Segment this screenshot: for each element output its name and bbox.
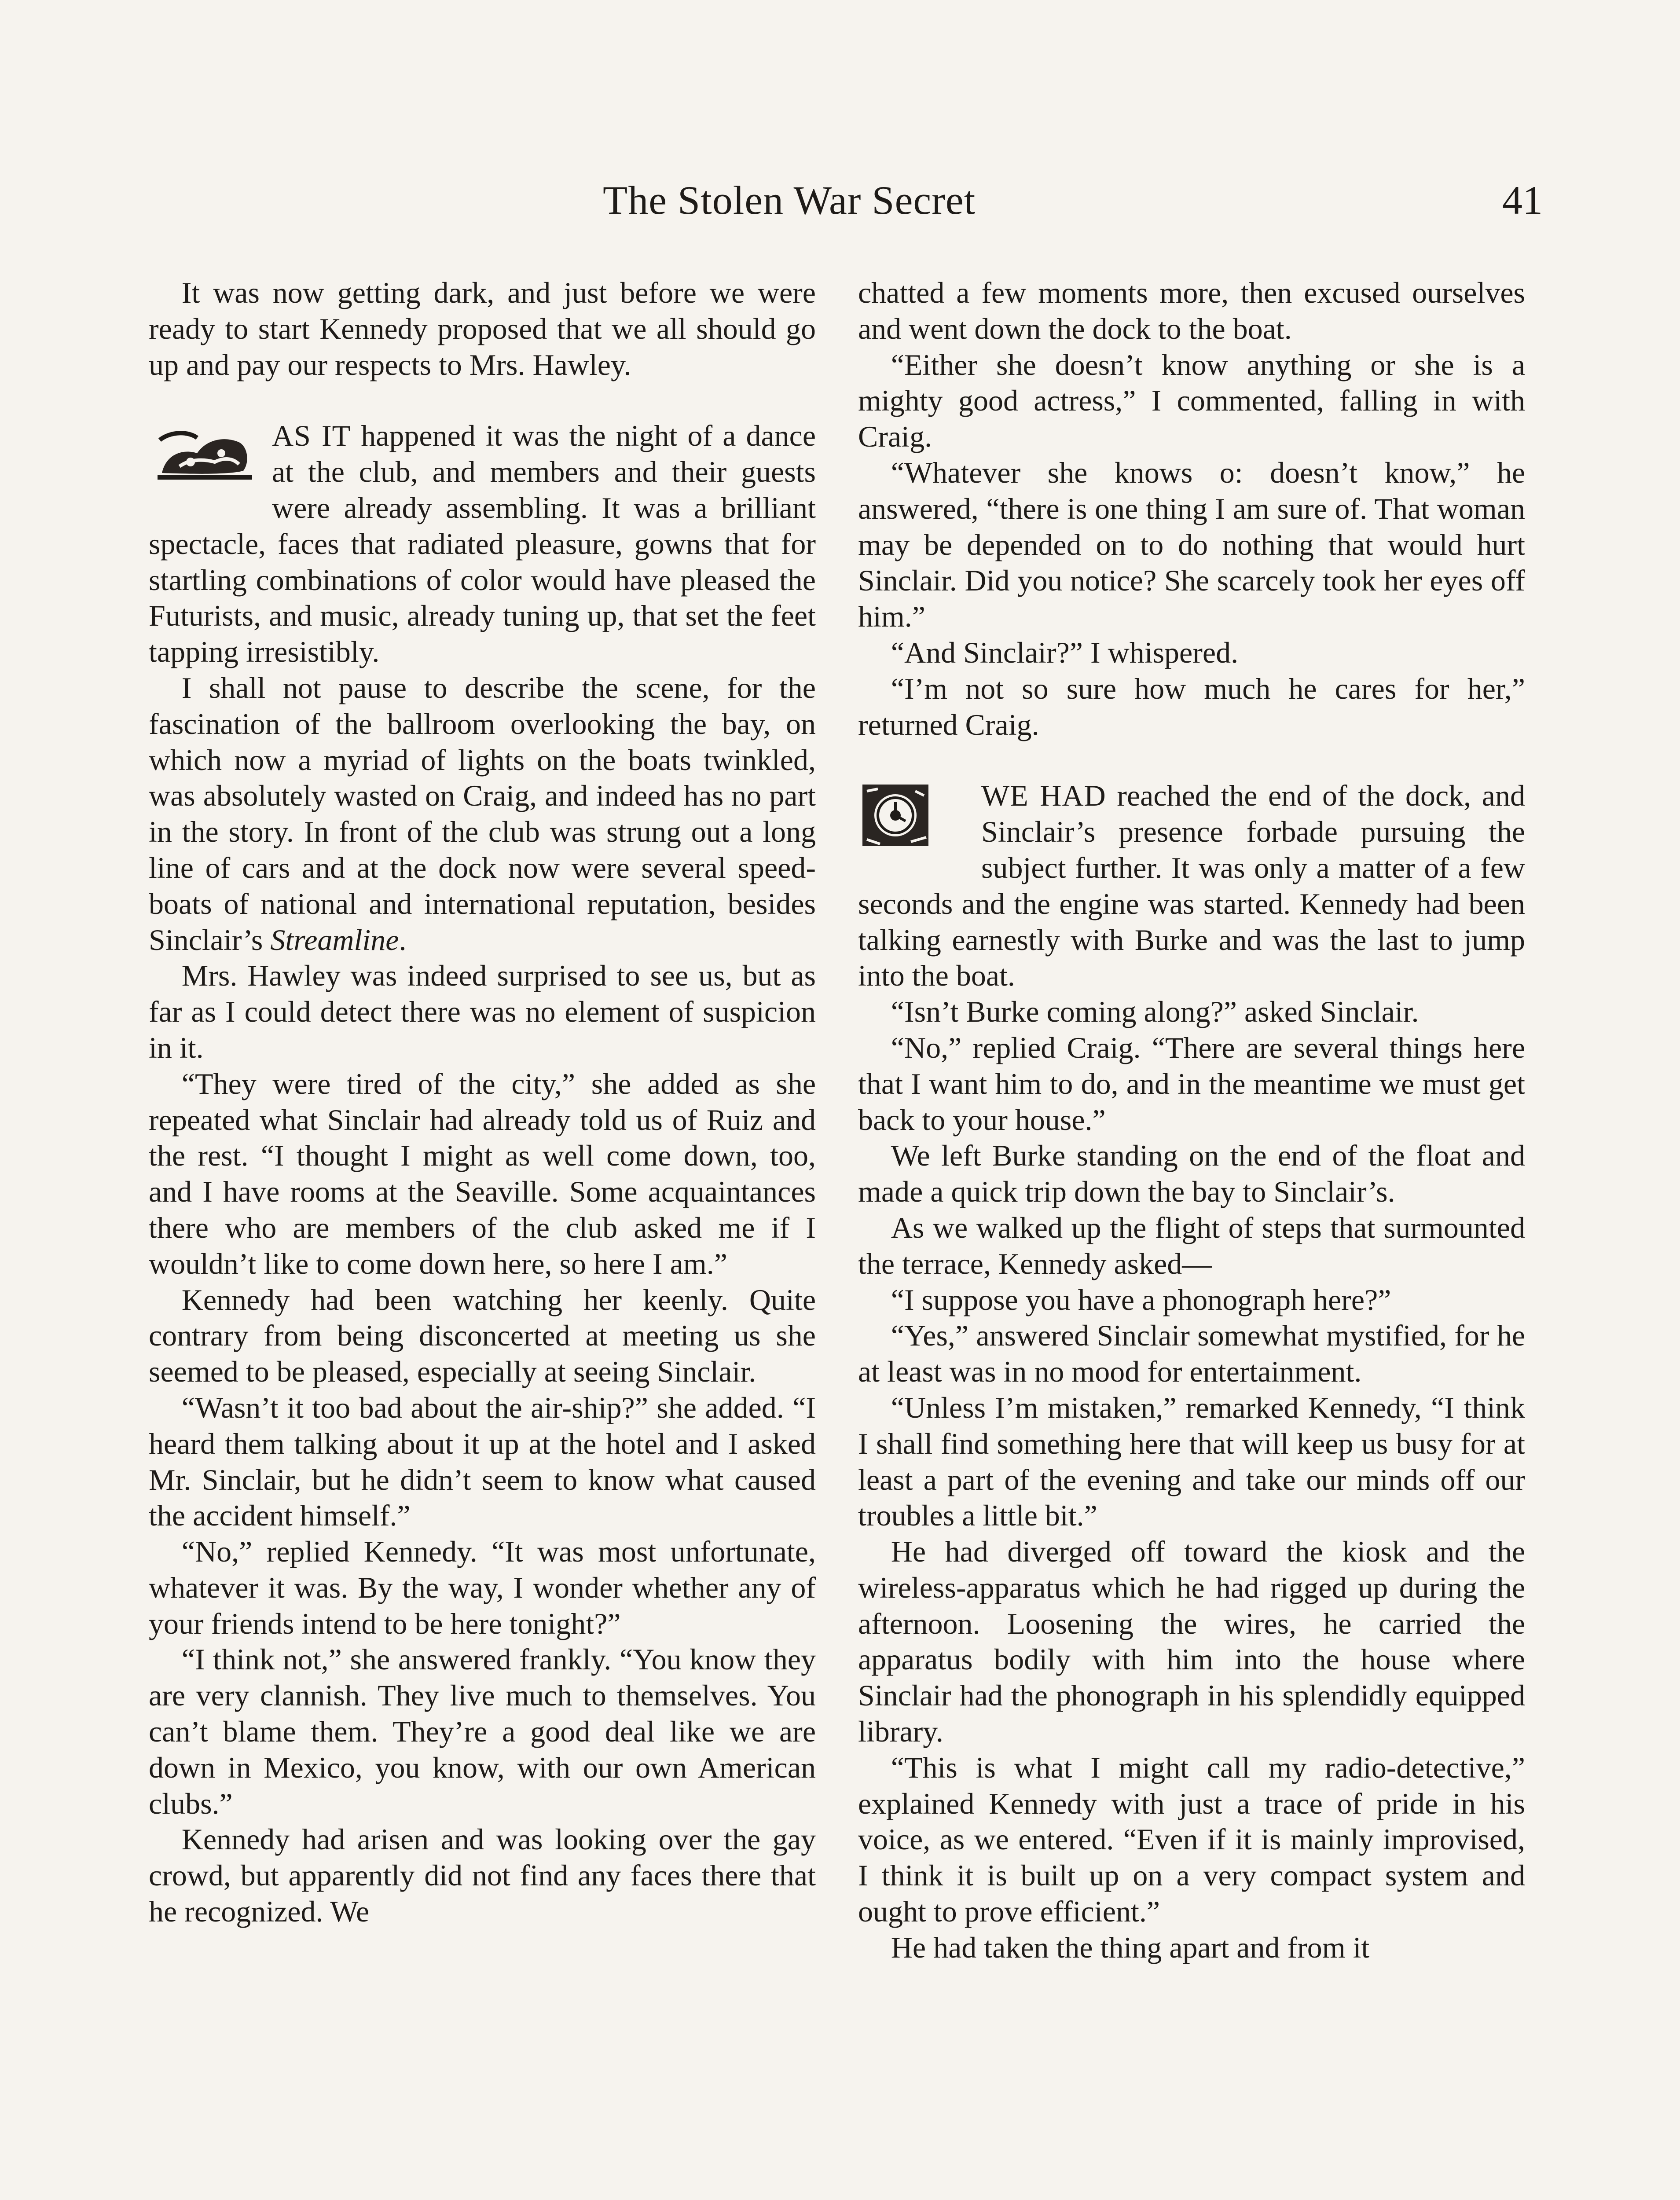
paragraph-text: chatted a few moments more, then excused ourselves and went down the dock to the boat.: [858, 276, 1525, 345]
page-number: 41: [1502, 178, 1543, 223]
paragraph-text: “Unless I’m mistaken,” remarked Kennedy, “I think I shall find something here that will keep us busy for at least a part of the evening and take our minds off our troubles a little bit.”: [858, 1390, 1525, 1533]
paragraph-text: “And Sinclair?” I whispered.: [891, 635, 1239, 669]
paragraph: [149, 1534, 816, 1642]
paragraph: [858, 1138, 1525, 1210]
paragraph-text: “No,” replied Kennedy. “It was most unfortunate, whatever it was. By the way, I wonder whether any of your friends intend to be here tonight?”: [149, 1535, 816, 1640]
paragraph: [149, 670, 816, 958]
paragraph: [858, 1390, 1525, 1534]
paragraph: [858, 994, 1525, 1030]
running-header: [0, 174, 1680, 235]
paragraph-text: “Wasn’t it too bad about the air-ship?” she added. “I heard them talking about it up at the hotel and I asked Mr. Sinclair, but he didn’t seem to know what caused the accident himself.”: [149, 1390, 816, 1533]
paragraph-text: “Whatever she knows o: doesn’t know,” he answered, “there is one thing I am sure of. That woman may be depended on to do nothing that would hurt Sinclair. Did you notice? She scarcely took her eyes off him.”: [858, 455, 1525, 634]
paragraph: [149, 1066, 816, 1282]
paragraph: [858, 1282, 1525, 1318]
paragraph-text: I shall not pause to describe the scene, for the fascination of the ballroom overlooking the bay, on which now a myriad of lights on the boats twinkled, was absolutely wasted on Craig, and indeed has no part in the story. In front of the club was strung out a long line of cars and at the dock now were several speed-boats of national and international reputation, besides Sinclair’s: [149, 671, 816, 957]
paragraph-text: “They were tired of the city,” she added as she repeated what Sinclair had already told us of Ruiz and the rest. “I thought I might as well come down, too, and I have rooms at the Seaville. Some acquaintances there who are members of the club asked me if I wouldn’t like to come down here, so here I am.”: [149, 1067, 816, 1280]
paragraph-text: Mrs. Hawley was indeed surprised to see us, but as far as I could detect there was no element of suspicion in it.: [149, 959, 816, 1064]
paragraph: [858, 1318, 1525, 1390]
paragraph: [149, 1390, 816, 1534]
paragraph-tail: .: [399, 923, 407, 957]
paragraph-text: It was now getting dark, and just before we were ready to start Kennedy proposed that we all should go up and pay our respects to Mrs. Hawley.: [149, 276, 816, 381]
paragraph-text: He had taken the thing apart and from it: [891, 1930, 1370, 1964]
paragraph: [858, 1210, 1525, 1282]
paragraph-text: Kennedy had arisen and was looking over the gay crowd, but apparently did not find any faces there that he recognized. We: [149, 1822, 816, 1929]
running-title: The Stolen War Secret: [603, 178, 976, 223]
paragraph-text: happened it was the night of a dance at the club, and members and their guests were already assembling. It was a brilliant spectacle, faces that radiated pleasure, gowns that for startling combinations of color would have pleased the Futurists, and music, already tuning up, that set the feet tapping irresistibly.: [149, 419, 816, 669]
paragraph-text: He had diverged off toward the kiosk and the wireless-apparatus which he had rigged up during the afternoon. Loosening the wires, he carried the apparatus bodily with him into the house where Sinclair had the phonograph in his splendidly equipped library.: [858, 1535, 1525, 1749]
paragraph-text: As we walked up the flight of steps that surmounted the terrace, Kennedy asked—: [858, 1210, 1525, 1280]
section-lead-words: AS IT: [272, 419, 351, 453]
paragraph-text: reached the end of the dock, and Sinclair’s presence forbade pursuing the subject further. It was only a matter of a few seconds and the engine was started. Kennedy had been talking earnestly with Burke and was the last to jump into the boat.: [858, 779, 1525, 993]
shoe-ornament: [149, 422, 259, 488]
section-opening-paragraph: [858, 778, 1525, 994]
paragraph: [149, 1282, 816, 1390]
paragraph-text: “Isn’t Burke coming along?” asked Sinclair.: [891, 995, 1419, 1029]
paragraph: [858, 635, 1525, 671]
paragraph-text: We left Burke standing on the end of the float and made a quick trip down the bay to Sinclair’s.: [858, 1139, 1525, 1209]
section-lead-words: WE HAD: [981, 779, 1106, 813]
paragraph: [149, 958, 816, 1066]
paragraph-text: “I think not,” she answered frankly. “You know they are very clannish. They live much to themselves. You can’t blame them. They’re a good deal like we are down in Mexico, you know, with our own American clubs.”: [149, 1643, 816, 1820]
paragraph: [149, 1822, 816, 1929]
section-opening-paragraph: [149, 418, 816, 670]
paragraph: [858, 455, 1525, 635]
paragraph-text: “I suppose you have a phonograph here?”: [891, 1283, 1391, 1316]
paragraph: [858, 275, 1525, 347]
paragraph: [858, 1750, 1525, 1930]
left-column: [149, 275, 816, 1930]
paragraph-text: Kennedy had been watching her keenly. Quite contrary from being disconcerted at meeting us she seemed to be pleased, especially at seeing Sinclair.: [149, 1283, 816, 1389]
paragraph-text: “Either she doesn’t know anything or she is a mighty good actress,” I commented, falling in with Craig.: [858, 348, 1525, 454]
paragraph: [858, 1930, 1525, 1966]
clock-ornament: [858, 782, 968, 848]
paragraph: [858, 671, 1525, 743]
paragraph: [858, 347, 1525, 455]
paragraph: [149, 1642, 816, 1822]
paragraph: [149, 275, 816, 383]
paragraph: [858, 1534, 1525, 1750]
paragraph-text: “I’m not so sure how much he cares for her,” returned Craig.: [858, 671, 1525, 741]
paragraph: [858, 1030, 1525, 1138]
right-column: [858, 275, 1525, 1966]
paragraph-text: “Yes,” answered Sinclair somewhat mystified, for he at least was in no mood for entertainment.: [858, 1319, 1525, 1389]
paragraph-text: “No,” replied Craig. “There are several things here that I want him to do, and in the meantime we must get back to your house.”: [858, 1030, 1525, 1137]
paragraph-text: “This is what I might call my radio-detective,” explained Kennedy with just a trace of pride in his voice, as we entered. “Even if it is mainly improvised, I think it is built up on a very compact system and ought to prove efficient.”: [858, 1750, 1525, 1929]
boat-name: Streamline: [270, 923, 399, 957]
